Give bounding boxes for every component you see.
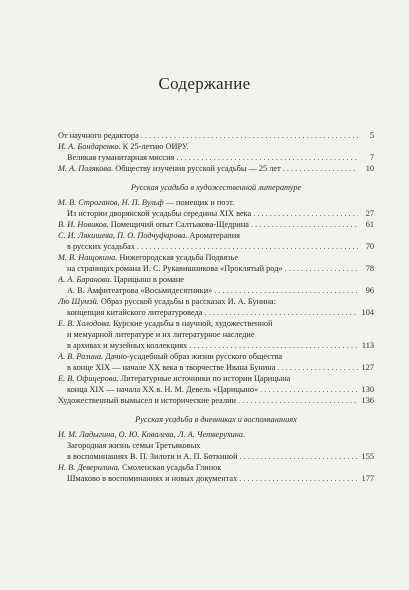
entry-author: С. И. Лякишева, П. О. Подчуфарова. xyxy=(58,231,188,240)
entry-text xyxy=(67,329,255,340)
toc-entry xyxy=(58,274,374,296)
toc-line xyxy=(58,208,374,219)
section-heading: Русская усадьба в художественной литературе xyxy=(130,183,302,192)
toc-line xyxy=(58,219,374,230)
entry-title: на страницах романа И. С. Рукавишникова «Проклятый род» xyxy=(67,264,283,273)
toc-line xyxy=(58,163,374,174)
entry-text xyxy=(67,362,275,373)
toc-entry xyxy=(58,219,374,230)
toc-entry xyxy=(58,230,374,252)
toc-line xyxy=(58,296,374,307)
leader-dots xyxy=(260,384,358,395)
entry-title: — помещик и поэт. xyxy=(163,198,235,207)
entry-text xyxy=(58,252,238,263)
toc-line xyxy=(58,318,374,329)
page-number: 96 xyxy=(365,286,374,295)
entry-title: От научного редактора xyxy=(58,131,139,140)
toc-line xyxy=(58,373,374,384)
entry-text xyxy=(67,451,238,462)
toc-line xyxy=(58,152,374,163)
toc-entry xyxy=(58,429,374,462)
entry-text xyxy=(67,241,135,252)
entry-author: Е. В. Офицерова. xyxy=(58,374,119,383)
leader-dots xyxy=(285,263,358,274)
entry-title: в русских усадьбах xyxy=(67,242,135,251)
entry-title: в архивах и музейных коллекциях xyxy=(67,341,188,350)
toc-line xyxy=(58,241,374,252)
entry-text xyxy=(67,263,283,274)
entry-title: Из истории дворянской усадьбы середины XIX века xyxy=(67,209,252,218)
leader-dots xyxy=(283,163,358,174)
entry-title: Ароматерапия xyxy=(187,231,240,240)
entry-text xyxy=(58,141,189,152)
toc-entry xyxy=(58,163,374,174)
page-number: 70 xyxy=(365,242,374,251)
entry-text xyxy=(58,197,234,208)
page-number: 10 xyxy=(365,164,374,173)
page-number: 127 xyxy=(361,363,374,372)
entry-text xyxy=(58,163,281,174)
toc-line xyxy=(58,351,374,362)
toc-line xyxy=(58,429,374,440)
entry-author: И. М. Ладыгина, О. Ю. Ковалева, Л. А. Четверухина. xyxy=(58,430,246,439)
entry-author: М. В. Строганов, Н. П. Вульф xyxy=(58,198,164,207)
entry-title: Смоленская усадьба Глинок xyxy=(120,463,222,472)
entry-title: в конце XIX — начале XX века в творчестве Ивана Бунина xyxy=(67,363,276,372)
page-number: 5 xyxy=(369,131,374,140)
entry-author: М. В. Нащокина. xyxy=(58,253,118,262)
entry-title: Помещичий опыт Салтыкова-Щедрина xyxy=(108,220,249,229)
entry-title: Дачно-усадебный образ жизни русского общества xyxy=(103,352,283,361)
entry-title: Курские усадьбы в научной, художественной xyxy=(111,319,273,328)
entry-text xyxy=(58,219,249,230)
leader-dots xyxy=(189,340,358,351)
page-number: 155 xyxy=(361,452,374,461)
entry-title: Художественный вымысел и исторические реалии xyxy=(58,396,236,405)
entry-text xyxy=(67,473,237,484)
toc-entry xyxy=(58,395,374,406)
entry-text xyxy=(67,152,174,163)
entry-text xyxy=(58,351,282,362)
toc-line xyxy=(58,263,374,274)
entry-title: А. В. Амфитеатрова «Восьмидесятники» xyxy=(67,286,213,295)
toc-entry xyxy=(58,373,374,395)
toc-line xyxy=(58,130,374,141)
entry-text xyxy=(67,440,200,451)
leader-dots xyxy=(238,395,358,406)
leader-dots xyxy=(214,285,358,296)
entry-text xyxy=(58,429,245,440)
entry-title: Великая гуманитарная миссия xyxy=(67,153,175,162)
toc-line xyxy=(58,141,374,152)
entry-title: Обществу изучения русской усадьбы — 25 лет xyxy=(113,164,281,173)
leader-dots xyxy=(251,219,358,230)
entry-text xyxy=(67,384,258,395)
leader-dots xyxy=(176,152,358,163)
toc-entry xyxy=(58,318,374,351)
page-number: 130 xyxy=(361,385,374,394)
page-title: Содержание xyxy=(158,74,251,93)
page-number: 136 xyxy=(361,396,374,405)
toc-entry xyxy=(58,462,374,484)
entry-text xyxy=(67,208,251,219)
page-number: 113 xyxy=(361,341,374,350)
page-number: 104 xyxy=(361,308,374,317)
entry-title: концепция китайского литературоведа xyxy=(67,308,203,317)
entry-text xyxy=(58,395,236,406)
entry-author: Лю Шумэй. xyxy=(58,297,99,306)
leader-dots xyxy=(240,451,358,462)
toc-entry xyxy=(58,141,374,163)
leader-dots xyxy=(239,473,358,484)
entry-title: Литературные источники по истории Царицына xyxy=(118,374,291,383)
entry-text xyxy=(58,230,240,241)
page-number: 7 xyxy=(369,153,374,162)
toc-entry xyxy=(58,351,374,373)
entry-text xyxy=(58,462,221,473)
entry-text xyxy=(67,340,187,351)
entry-text xyxy=(58,274,184,285)
toc-line xyxy=(58,440,374,451)
toc-line xyxy=(58,362,374,373)
toc-line xyxy=(58,307,374,318)
entry-author: Е. В. Холодова. xyxy=(58,319,112,328)
toc-entry xyxy=(58,296,374,318)
entry-author: А. В. Разина. xyxy=(58,352,104,361)
toc-line xyxy=(58,395,374,406)
toc-line xyxy=(58,252,374,263)
entry-title: конца XIX — начала XX в. Н. М. Девель «Царицыно» xyxy=(67,385,259,394)
entry-title: и мемуарной литературе и их литературное наследие xyxy=(67,330,255,339)
entry-text xyxy=(58,318,273,329)
entry-title: в воспоминаниях В. П. Зилоти и А. П. Боткиной xyxy=(67,452,238,461)
entry-author: И. А. Бондаренко. xyxy=(58,142,121,151)
toc-line xyxy=(58,451,374,462)
table-of-contents xyxy=(58,130,374,484)
toc-entry xyxy=(58,197,374,219)
leader-dots xyxy=(253,208,358,219)
toc-line xyxy=(58,384,374,395)
toc-line xyxy=(58,473,374,484)
leader-dots xyxy=(205,307,358,318)
entry-author: В. И. Новиков. xyxy=(58,220,109,229)
toc-line xyxy=(58,274,374,285)
page-number: 61 xyxy=(365,220,374,229)
entry-text xyxy=(67,307,203,318)
toc-entry xyxy=(58,252,374,274)
entry-title: К 25-летию ОИРУ. xyxy=(120,142,189,151)
entry-title: Образ русской усадьбы в рассказах И. А. Бунина: xyxy=(98,297,276,306)
toc-line xyxy=(58,197,374,208)
leader-dots xyxy=(141,130,358,141)
toc-entry xyxy=(58,130,374,141)
entry-text xyxy=(58,130,139,141)
entry-author: М. А. Полякова. xyxy=(58,164,114,173)
leader-dots xyxy=(137,241,358,252)
entry-text xyxy=(58,373,290,384)
leader-dots xyxy=(277,362,358,373)
page-number: 177 xyxy=(361,474,374,483)
toc-line xyxy=(58,285,374,296)
page-number: 78 xyxy=(365,264,374,273)
entry-title: Нижегородская усадьба Подвязье xyxy=(117,253,238,262)
entry-title: Загородная жизнь семьи Третьяковых xyxy=(67,441,201,450)
page-number: 27 xyxy=(365,209,374,218)
toc-line xyxy=(58,230,374,241)
toc-line xyxy=(58,329,374,340)
entry-author: Н. В. Деверилина. xyxy=(58,463,121,472)
entry-title: Царицыно в романе xyxy=(111,275,184,284)
section-heading: Русская усадьба в дневниках и воспоминаниях xyxy=(135,415,297,424)
entry-text xyxy=(58,296,276,307)
entry-author: А. А. Баранова. xyxy=(58,275,112,284)
toc-line xyxy=(58,340,374,351)
entry-text xyxy=(67,285,212,296)
entry-title: Шмаково в воспоминаниях и новых документах xyxy=(67,474,238,483)
toc-line xyxy=(58,462,374,473)
